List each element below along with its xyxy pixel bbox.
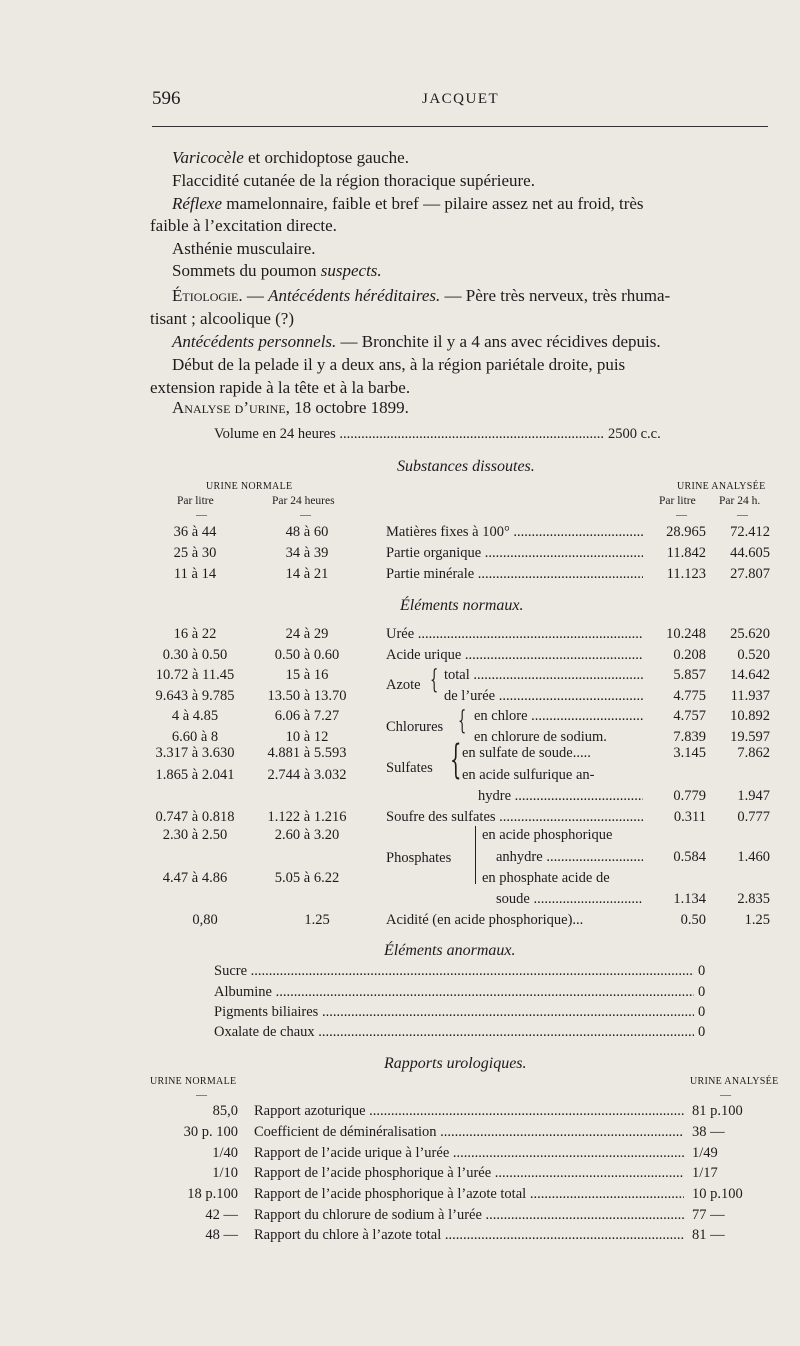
- analysed-per-litre: 0.779: [673, 788, 706, 804]
- col-dash: —: [196, 509, 207, 521]
- row-value: 0: [698, 1024, 706, 1040]
- running-title: JACQUET: [422, 91, 500, 107]
- row-label: anhydre .....: [496, 848, 643, 867]
- row-label: Oxalate de chaux .....: [214, 1023, 694, 1042]
- intro-line-4: faible à l’excitation directe.: [150, 216, 337, 235]
- analysed-per-24h: 7.862: [737, 745, 770, 761]
- normal-per-24h: 4.881 à 5.593: [267, 745, 347, 761]
- analysed-per-24h: 0.520: [737, 647, 770, 663]
- analysed-per-litre: 7.839: [673, 729, 706, 745]
- analysed-per-litre: 0.208: [673, 647, 706, 663]
- normal-per-litre: 2.30 à 2.50: [162, 827, 228, 843]
- normal-per-litre: 25 à 30: [173, 545, 217, 561]
- normal-per-litre: 9.643 à 9.785: [155, 688, 235, 704]
- intro-line-5: Asthénie musculaire.: [172, 239, 316, 258]
- normal-per-24h: 2.60 à 3.20: [274, 827, 340, 843]
- analysed-per-24h: 0.777: [737, 809, 770, 825]
- normal-per-24h: 5.05 à 6.22: [274, 870, 340, 886]
- row-label: en phosphate acide de: [482, 870, 610, 886]
- normal-per-24h: 48 à 60: [285, 524, 329, 540]
- ratio-normal: 48 —: [205, 1227, 238, 1243]
- normal-per-24h: 0.50 à 0.60: [274, 647, 340, 663]
- analysed-per-litre: 0.584: [673, 849, 706, 865]
- page-number: 596: [152, 88, 181, 109]
- ratio-label: Rapport de l’acide phosphorique à l’azote total .....: [254, 1185, 684, 1204]
- row-label: en sulfate de soude.....: [462, 745, 591, 761]
- ratio-label: Rapport azoturique .....: [254, 1102, 684, 1121]
- ratio-normal: 30 p. 100: [183, 1124, 238, 1140]
- col-header-normal: URINE NORMALE: [206, 481, 293, 492]
- analysed-per-24h: 27.807: [730, 566, 770, 582]
- normal-per-24h: 15 à 16: [285, 667, 329, 683]
- row-label: Matières fixes à 100° .....: [386, 523, 643, 542]
- ratios-header-normal: URINE NORMALE: [150, 1076, 237, 1087]
- col-header-per-litre-analysed: Par litre: [659, 495, 696, 507]
- ratios-header-analysed: URINE ANALYSÉE: [690, 1076, 779, 1087]
- section-dissolved-title: Substances dissoutes.: [397, 458, 535, 475]
- analysed-per-litre: 4.775: [673, 688, 706, 704]
- ratio-normal: 1/40: [212, 1145, 238, 1161]
- analysed-per-litre: 5.857: [673, 667, 706, 683]
- normal-per-litre: 10.72 à 11.45: [155, 667, 235, 683]
- ratio-label: Coefficient de déminéralisation .....: [254, 1123, 684, 1142]
- analysed-per-24h: 14.642: [730, 667, 770, 683]
- normal-per-litre: 11 à 14: [173, 566, 217, 582]
- analysed-per-24h: 2.835: [737, 891, 770, 907]
- normal-per-litre: 4 à 4.85: [171, 708, 219, 724]
- analysed-per-24h: 25.620: [730, 626, 770, 642]
- row-label: Acidité (en acide phosphorique)...: [386, 912, 584, 928]
- col-header-per-24h-analysed: Par 24 h.: [719, 495, 761, 507]
- col-header-per-24h: Par 24 heures: [272, 495, 335, 507]
- group-label-phosphates: Phosphates: [386, 850, 452, 866]
- col-header-analysed: URINE ANALYSÉE: [677, 481, 766, 492]
- brace: {: [430, 665, 439, 695]
- analysed-per-24h: 1.460: [737, 849, 770, 865]
- col-dash: —: [737, 509, 748, 521]
- header-rule: [152, 126, 768, 127]
- row-label: de l’urée .....: [444, 687, 643, 706]
- row-label: Acide urique .....: [386, 646, 643, 665]
- brace-line: [475, 826, 476, 884]
- intro-line-10: Début de la pelade il y a deux ans, à la région pariétale droite, puis: [172, 355, 626, 374]
- intro-line-1: Varicocèle et orchidoptose gauche.: [172, 148, 409, 167]
- group-label-chlorures: Chlorures: [386, 719, 444, 735]
- ratio-normal: 85,0: [212, 1103, 238, 1119]
- row-label: en chlore .....: [474, 707, 643, 726]
- section-ratios-title: Rapports urologiques.: [384, 1055, 527, 1072]
- analysed-per-litre: 10.248: [666, 626, 706, 642]
- ratio-label: Rapport de l’acide phosphorique à l’urée .....: [254, 1164, 684, 1183]
- normal-per-24h: 1.122 à 1.216: [267, 809, 347, 825]
- normal-per-24h: 1.25: [304, 912, 330, 928]
- analysed-per-24h: 1.25: [744, 912, 770, 928]
- row-label: soude .....: [496, 890, 643, 909]
- intro-line-12: Analyse d’urine, 18 octobre 1899.: [172, 398, 409, 417]
- row-value: 0: [698, 1004, 706, 1020]
- intro-line-6: Sommets du poumon suspects.: [172, 261, 382, 280]
- row-label: en acide sulfurique an-: [462, 767, 595, 783]
- normal-per-litre: 16 à 22: [173, 626, 217, 642]
- ratio-label: Rapport du chlore à l’azote total .....: [254, 1226, 684, 1245]
- normal-per-24h: 14 à 21: [285, 566, 329, 582]
- normal-per-litre: 0.747 à 0.818: [155, 809, 235, 825]
- analysed-per-24h: 1.947: [737, 788, 770, 804]
- normal-per-24h: 13.50 à 13.70: [267, 688, 347, 704]
- row-label: hydre .....: [478, 787, 643, 806]
- ratio-label: Rapport de l’acide urique à l’urée .....: [254, 1144, 684, 1163]
- row-label: Sucre .....: [214, 962, 694, 981]
- row-value: 0: [698, 984, 706, 1000]
- analysed-per-24h: 44.605: [730, 545, 770, 561]
- ratio-analysed: 77 —: [692, 1207, 725, 1223]
- normal-per-24h: 34 à 39: [285, 545, 329, 561]
- section-normal-title: Éléments normaux.: [400, 597, 524, 614]
- group-label-sulfates: Sulfates: [386, 760, 433, 776]
- normal-per-litre: 1.865 à 2.041: [155, 767, 235, 783]
- ratio-analysed: 10 p.100: [692, 1186, 743, 1202]
- normal-per-litre: 4.47 à 4.86: [162, 870, 228, 886]
- ratios-dash: —: [196, 1089, 207, 1101]
- normal-per-24h: 2.744 à 3.032: [267, 767, 347, 783]
- brace: {: [458, 706, 467, 736]
- analysed-per-24h: 11.937: [730, 688, 770, 704]
- ratio-normal: 42 —: [205, 1207, 238, 1223]
- ratio-analysed: 1/49: [692, 1145, 718, 1161]
- analysed-per-24h: 19.597: [730, 729, 770, 745]
- col-dash: —: [676, 509, 687, 521]
- analysed-per-litre: 1.134: [673, 891, 706, 907]
- ratio-normal: 1/10: [212, 1165, 238, 1181]
- analysed-per-24h: 72.412: [730, 524, 770, 540]
- analysed-per-litre: 0.311: [673, 809, 706, 825]
- intro-line-8: tisant ; alcoolique (?): [150, 309, 294, 328]
- brace: {: [450, 737, 462, 783]
- ratio-analysed: 1/17: [692, 1165, 718, 1181]
- row-label: total .....: [444, 666, 643, 685]
- normal-per-litre: 6.60 à 8: [171, 729, 219, 745]
- normal-per-litre: 36 à 44: [173, 524, 217, 540]
- analysed-per-litre: 28.965: [666, 524, 706, 540]
- normal-per-24h: 6.06 à 7.27: [274, 708, 340, 724]
- col-header-per-litre: Par litre: [177, 495, 214, 507]
- normal-per-litre: 3.317 à 3.630: [155, 745, 235, 761]
- analysed-per-litre: 11.123: [666, 566, 706, 582]
- intro-line-2: Flaccidité cutanée de la région thoracique supérieure.: [172, 171, 535, 190]
- intro-line-7: Étiologie. — Antécédents héréditaires. — Père très nerveux, très rhuma-: [172, 286, 671, 305]
- normal-per-litre: 0,80: [192, 912, 218, 928]
- intro-line-3: Réflexe mamelonnaire, faible et bref — pilaire assez net au froid, très: [172, 194, 644, 213]
- analysed-per-litre: 4.757: [673, 708, 706, 724]
- normal-per-24h: 10 à 12: [285, 729, 329, 745]
- intro-line-9: Antécédents personnels. — Bronchite il y a 4 ans avec récidives depuis.: [172, 332, 661, 351]
- volume-label: Volume en 24 heures .....: [214, 425, 604, 444]
- normal-per-litre: 0.30 à 0.50: [162, 647, 228, 663]
- row-label: en chlorure de sodium.: [474, 729, 607, 745]
- row-label: Partie minérale .....: [386, 565, 643, 584]
- intro-line-11: extension rapide à la tête et à la barbe.: [150, 378, 411, 397]
- analysed-per-litre: 0.50: [680, 912, 706, 928]
- row-label: Partie organique .....: [386, 544, 643, 563]
- ratio-analysed: 81 —: [692, 1227, 725, 1243]
- row-label: en acide phosphorique: [482, 827, 613, 843]
- ratio-normal: 18 p.100: [187, 1186, 238, 1202]
- group-label-azote: Azote: [386, 677, 421, 693]
- ratio-analysed: 81 p.100: [692, 1103, 743, 1119]
- section-abnormal-title: Éléments anormaux.: [384, 942, 516, 959]
- normal-per-24h: 24 à 29: [285, 626, 329, 642]
- ratios-dash: —: [720, 1089, 731, 1101]
- row-label: Albumine .....: [214, 983, 694, 1002]
- col-dash: —: [300, 509, 311, 521]
- analysed-per-24h: 10.892: [730, 708, 770, 724]
- analysed-per-litre: 3.145: [673, 745, 706, 761]
- row-label: Pigments biliaires .....: [214, 1003, 694, 1022]
- row-label: Urée .....: [386, 625, 643, 644]
- row-label: Soufre des sulfates .....: [386, 808, 643, 827]
- row-value: 0: [698, 963, 706, 979]
- ratio-label: Rapport du chlorure de sodium à l’urée .....: [254, 1206, 684, 1225]
- volume-value: 2500 c.c.: [608, 426, 661, 442]
- analysed-per-litre: 11.842: [666, 545, 706, 561]
- ratio-analysed: 38 —: [692, 1124, 725, 1140]
